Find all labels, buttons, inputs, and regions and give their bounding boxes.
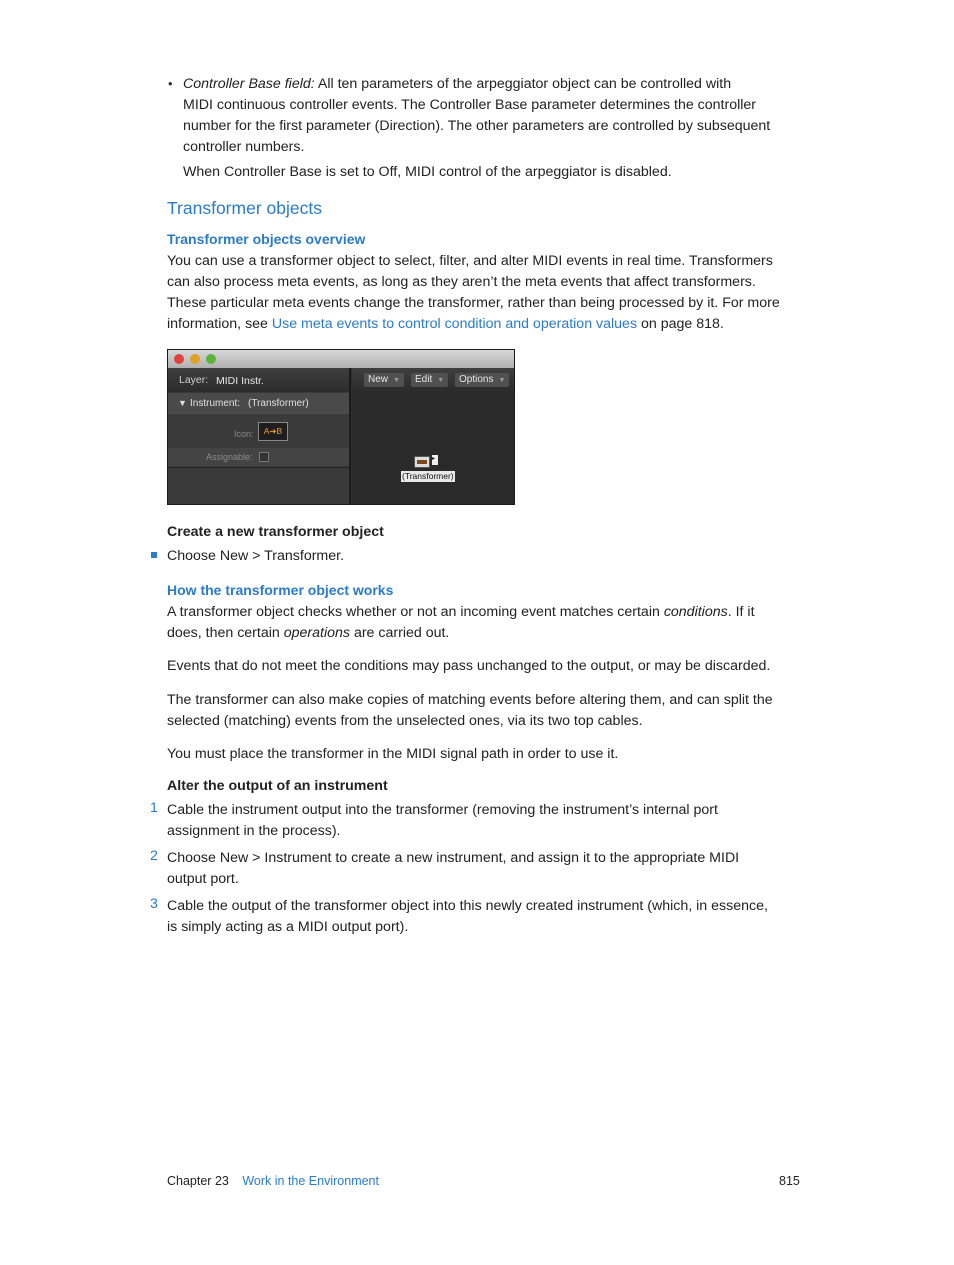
transformer-object-label[interactable]: (Transformer) — [402, 471, 454, 481]
how-p1-operations: operations — [283, 625, 350, 641]
how-paragraph-4: You must place the transformer in the MIDI signal path in order to use it. — [167, 746, 619, 762]
how-paragraph-3 — [167, 690, 817, 732]
footer-chapter-title[interactable]: Work in the Environment — [242, 1174, 379, 1188]
alter-step-2 — [167, 848, 817, 890]
environment-toolbar — [352, 368, 515, 392]
overview-last-suffix: on page 818. — [637, 316, 724, 332]
layer-label: Layer: — [179, 374, 209, 386]
divider — [168, 467, 349, 468]
environment-canvas — [352, 368, 515, 505]
cable-port-icon[interactable]: ▸ — [432, 455, 438, 465]
alter-step-1-line-1: Cable the instrument output into the transformer (removing the instrument’s internal port — [167, 802, 718, 818]
overview-last-prefix: information, see — [167, 316, 272, 332]
alter-step-2-line-2: output port. — [167, 871, 239, 887]
transformer-glyph-icon — [417, 460, 427, 464]
overview-paragraph — [167, 251, 817, 335]
alter-step-3-line-2: is simply acting as a MIDI output port). — [167, 919, 409, 935]
assignable-row — [168, 448, 349, 466]
overview-line-1: You can use a transformer object to select, filter, and alter MIDI events in real time. Transformers — [167, 253, 773, 269]
new-menu-button[interactable] — [364, 373, 404, 387]
zoom-button-icon[interactable] — [206, 354, 216, 364]
overview-heading: Transformer objects overview — [167, 231, 366, 247]
bullet-line-1: All ten parameters of the arpeggiator object can be controlled with — [314, 76, 732, 92]
close-button-icon[interactable] — [174, 354, 184, 364]
alter-step-1 — [167, 800, 817, 842]
bullet-note: When Controller Base is set to Off, MIDI control of the arpeggiator is disabled. — [183, 164, 672, 180]
instrument-row[interactable] — [168, 393, 349, 414]
options-menu-label: Options — [459, 374, 494, 385]
chevron-down-icon: ▼ — [437, 377, 445, 384]
options-menu-button[interactable] — [455, 373, 509, 387]
bullet-line-4: controller numbers. — [183, 139, 305, 155]
instrument-label: Instrument: — [190, 398, 241, 409]
transformer-icon-picker[interactable]: A➔B — [258, 422, 288, 441]
how-p1-c: does, then certain — [167, 625, 284, 641]
edit-menu-button[interactable] — [411, 373, 448, 387]
step-number: 2 — [150, 848, 158, 864]
layer-value[interactable]: MIDI Instr. — [216, 375, 264, 387]
step-number: 3 — [150, 896, 158, 912]
disclosure-triangle-icon[interactable]: ▼ — [178, 398, 187, 408]
step-bullet-icon — [151, 552, 157, 558]
section-title: Transformer objects — [167, 198, 322, 218]
how-p1-d: are carried out. — [350, 625, 450, 641]
create-task-title: Create a new transformer object — [167, 524, 384, 540]
minimize-button-icon[interactable] — [190, 354, 200, 364]
layer-bar — [168, 368, 349, 392]
how-p3-line-2: selected (matching) events from the unselected ones, via its two top cables. — [167, 713, 643, 729]
overview-line-2: can also process meta events, as long as they aren’t the meta events that affect transformers. — [167, 274, 756, 290]
environment-window-screenshot — [167, 349, 515, 505]
bullet-line-2: MIDI continuous controller events. The Controller Base parameter determines the controller — [183, 97, 757, 113]
alter-step-3 — [167, 896, 817, 938]
how-paragraph-1 — [167, 602, 817, 644]
bullet-dot: • — [168, 76, 173, 91]
how-p1-b: . If it — [727, 604, 755, 620]
alter-step-2-line-1: Choose New > Instrument to create a new instrument, and assign it to the appropriate MIDI — [167, 850, 740, 866]
bullet-line-3: number for the first parameter (Direction). The other parameters are controlled by subsequent — [183, 118, 771, 134]
how-p1-conditions: conditions — [663, 604, 728, 620]
controller-base-bullet — [183, 74, 823, 158]
footer-chapter: Chapter 23 — [167, 1174, 229, 1188]
inspector-pane — [168, 368, 351, 505]
alter-task-title: Alter the output of an instrument — [167, 778, 388, 794]
instrument-value: (Transformer) — [248, 398, 309, 409]
page-number: 815 — [779, 1174, 800, 1188]
icon-label: Icon: — [234, 429, 254, 439]
assignable-label: Assignable: — [206, 452, 253, 462]
assignable-checkbox[interactable] — [259, 452, 269, 462]
bullet-italic-lead: Controller Base field: — [183, 76, 315, 92]
page-footer — [167, 1174, 379, 1188]
chevron-down-icon: ▼ — [393, 377, 400, 384]
step-number: 1 — [150, 800, 158, 816]
how-p1-a: A transformer object checks whether or not an incoming event matches certain — [167, 604, 664, 620]
alter-step-3-line-1: Cable the output of the transformer object into this newly created instrument (which, in essence, — [167, 898, 768, 914]
window-titlebar — [168, 350, 514, 368]
chevron-down-icon: ▼ — [498, 377, 506, 384]
create-step: Choose New > Transformer. — [167, 548, 345, 564]
how-heading: How the transformer object works — [167, 582, 394, 598]
edit-menu-label: Edit — [415, 374, 433, 385]
meta-events-link[interactable]: Use meta events to control condition and operation values — [271, 316, 638, 332]
overview-line-3: These particular meta events change the transformer, rather than being processed by it. For more — [167, 295, 780, 311]
new-menu-label: New — [368, 374, 389, 385]
how-paragraph-2: Events that do not meet the conditions may pass unchanged to the output, or may be discarded. — [167, 658, 771, 674]
transformer-object-icon[interactable] — [414, 456, 430, 468]
alter-step-1-line-2: assignment in the process). — [167, 823, 341, 839]
how-p3-line-1: The transformer can also make copies of matching events before altering them, and can split the — [167, 692, 773, 708]
